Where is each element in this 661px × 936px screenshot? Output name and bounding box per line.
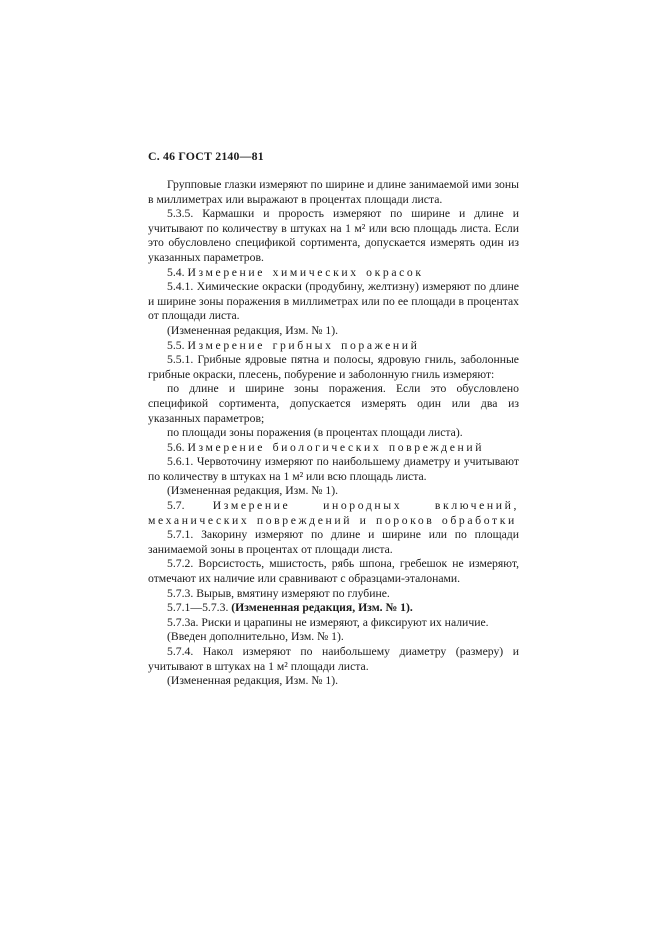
paragraph-text: 5.7.3. Вырыв, вмятину измеряют по глубине. [167,586,390,600]
paragraph [148,353,519,382]
paragraph [148,324,519,339]
paragraph-text: 5.5. [167,338,188,352]
paragraph [148,587,519,602]
paragraph [148,207,519,265]
paragraph-text: (Измененная редакция, Изм. № 1). [167,484,339,498]
paragraph [148,441,519,456]
paragraph-text: (Измененная редакция, Изм. № 1). [167,323,339,337]
paragraph-text: по длине и ширине зоны поражения. Если это обусловлено спецификой сортимента, допускается измерять один или два из указанных параметров; [148,382,519,425]
spaced-heading-text: Измерение химических окрасок [187,265,424,279]
paragraph-text: 5.7.4. Накол измеряют по наибольшему диаметру (размеру) и учитывают в штуках на 1 м² площади листа. [148,645,519,673]
paragraph-text: 5.7.3а. Риски и царапины не измеряют, а фиксируют их наличие. [167,615,489,629]
paragraph-text: (Введен дополнительно, Изм. № 1). [167,630,344,644]
paragraph-text: 5.4. [167,265,188,279]
paragraph [148,266,519,281]
paragraph [148,601,519,616]
paragraph [148,455,519,484]
paragraph [148,280,519,324]
paragraph-text: (Измененная редакция, Изм. № 1). [231,601,413,615]
paragraph-text: 5.3.5. Кармашки и прорость измеряют по ширине и длине и учитывают по количеству в штуках на 1 м² или всю площадь листа. Если это обусловлено спецификой сортимента, допускается измерять один из указанных параметров. [148,207,519,264]
paragraph-text: 5.6.1. Червоточину измеряют по наибольшему диаметру и учитывают по количеству в штуках на 1 м² или всю площадь листа. [148,455,519,483]
spaced-heading-text: Измерение биологических повреждений [187,440,485,454]
paragraph-text: 5.4.1. Химические окраски (продубину, желтизну) измеряют по длине и ширине зоны поражения в миллиметрах или по ее площади в процентах от площади листа. [148,280,519,323]
spaced-heading-text: Измерение инородных включений, механических повреждений и пороков обработки [148,499,519,527]
paragraph-text: 5.6. [167,440,188,454]
paragraph [148,630,519,645]
document-content [148,178,519,689]
paragraph-text: 5.5.1. Грибные ядровые пятна и полосы, ядровую гниль, заболонные грибные окраски, плесень, побурение и заболонную гниль измеряют: [148,353,519,381]
paragraph [148,499,519,528]
paragraph-text: по площади зоны поражения (в процентах площади листа). [167,426,463,440]
paragraph [148,528,519,557]
paragraph [148,616,519,631]
paragraph [148,339,519,354]
paragraph-text: 5.7.1. Закорину измеряют по длине и ширине или по площади занимаемой зоны в процентах от площади листа. [148,528,519,556]
paragraph-text: (Измененная редакция, Изм. № 1). [167,674,339,688]
paragraph-text: Групповые глазки измеряют по ширине и длине занимаемой ими зоны в миллиметрах или выражают в процентах площади листа. [148,178,519,206]
paragraph [148,674,519,689]
paragraph [148,426,519,441]
paragraph [148,557,519,586]
page-header: С. 46 ГОСТ 2140—81 [148,149,264,163]
paragraph-text: 5.7. [167,499,213,513]
paragraph [148,382,519,426]
paragraph-text: 5.7.2. Ворсистость, мшистость, рябь шпона, гребешок не измеряют, отмечают их наличие или сравнивают с образцами-эталонами. [148,557,519,586]
spaced-heading-text: Измерение грибных поражений [187,338,420,352]
paragraph [148,178,519,207]
paragraph-text: 5.7.1—5.7.3. [167,601,232,615]
paragraph [148,645,519,674]
paragraph [148,484,519,499]
